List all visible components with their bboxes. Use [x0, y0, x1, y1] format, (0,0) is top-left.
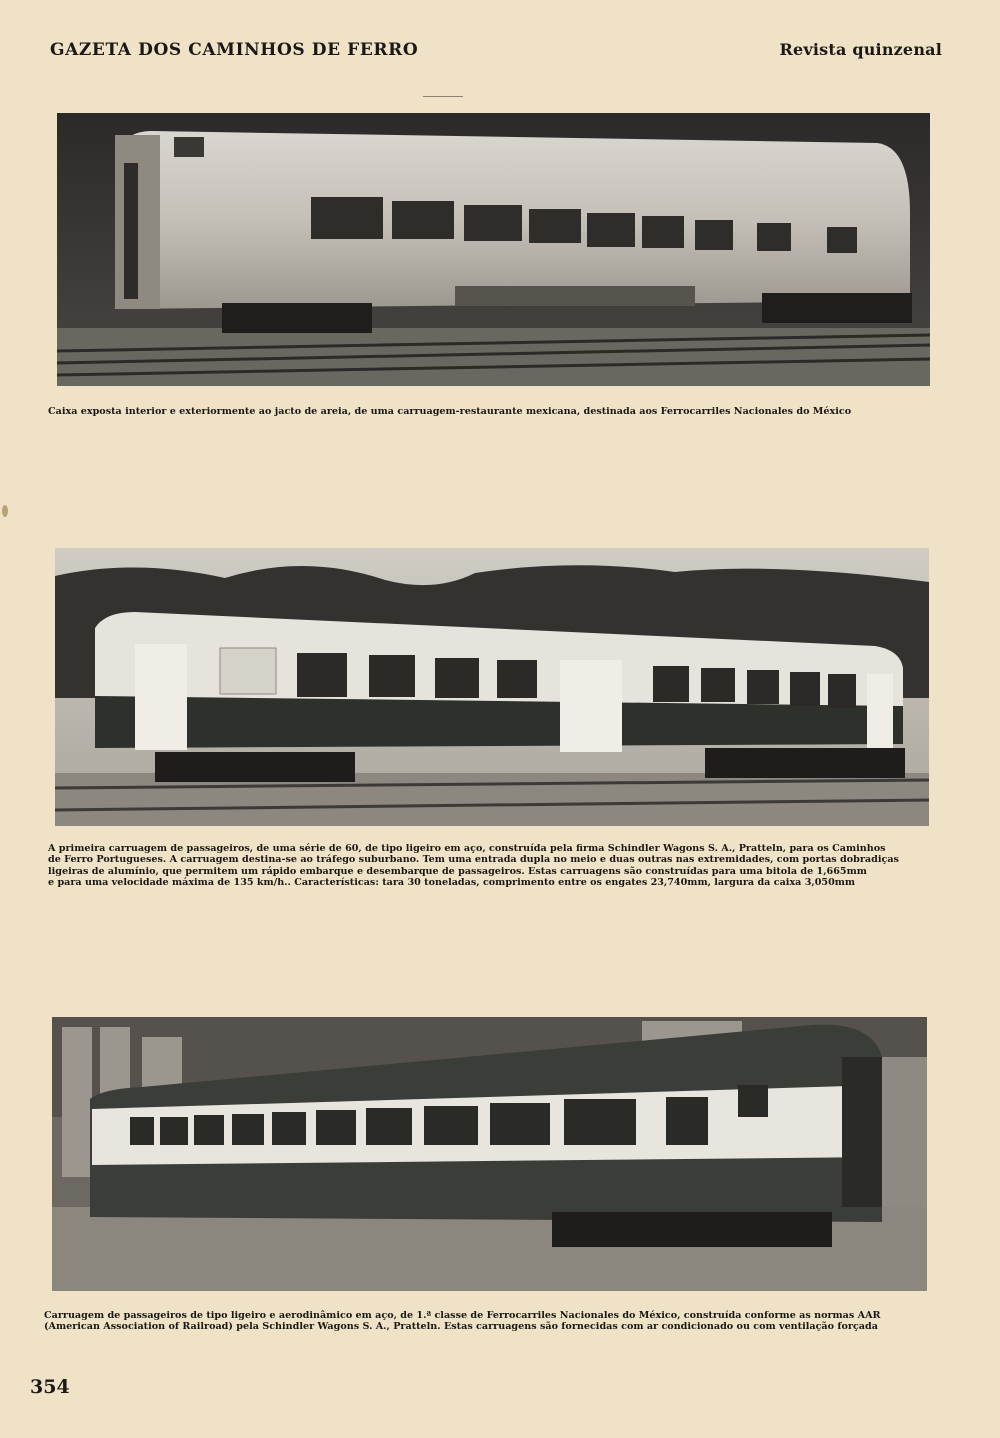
caption-figure-2-line-3: ligeiras de alumínio, que permitem um rápido embarque e desembarque de passageiros. Estas carruagens são construídas para uma bitola de 1,665mm — [48, 865, 867, 877]
caption-figure-2-line-2: de Ferro Portugueses. A carruagem destina-se ao tráfego suburbano. Tem uma entrada dupla no meio e duas outras nas extremidades, com portas dobradiças — [48, 854, 899, 866]
caption-figure-1: Caixa exposta interior e exteriormente ao jacto de areia, de uma carruagem-restaurante mexicana, destinada aos Ferrocarriles Nacionales do México — [48, 406, 852, 417]
photo-portuguese-suburban-coach — [55, 548, 929, 826]
margin-mark — [2, 505, 8, 517]
caption-figure-3-line-1: Carruagem de passageiros de tipo ligeiro e aerodinâmico em aço, de 1.ª classe de Ferrocarriles Nacionales do México, construída conforme as normas AAR — [44, 1310, 881, 1321]
photo-mexican-first-class-coach — [52, 1017, 927, 1291]
caption-figure-2 — [48, 843, 934, 889]
publication-title: GAZETA DOS CAMINHOS DE FERRO — [50, 40, 419, 60]
caption-figure-2-line-4: e para uma velocidade máxima de 135 km/h.. Características: tara 30 toneladas, comprimento entre os engates 23,740mm, largura da caixa 3,050mm — [48, 877, 856, 889]
header-rule — [423, 96, 463, 97]
caption-figure-3-line-2: (American Association of Railroad) pela Schindler Wagons S. A., Pratteln. Estas carruagens são fornecidas com ar condicionado ou com ventilação forçada — [44, 1321, 878, 1333]
page-number: 354 — [30, 1376, 70, 1398]
periodicity-label: Revista quinzenal — [779, 40, 942, 59]
photo-restaurant-car-shell — [57, 113, 930, 386]
caption-figure-2-line-1: A primeira carruagem de passageiros, de uma série de 60, de tipo ligeiro em aço, construída pela firma Schindler Wagons S. A., Pratteln, para os Caminhos — [48, 843, 886, 854]
caption-figure-3 — [44, 1310, 934, 1333]
